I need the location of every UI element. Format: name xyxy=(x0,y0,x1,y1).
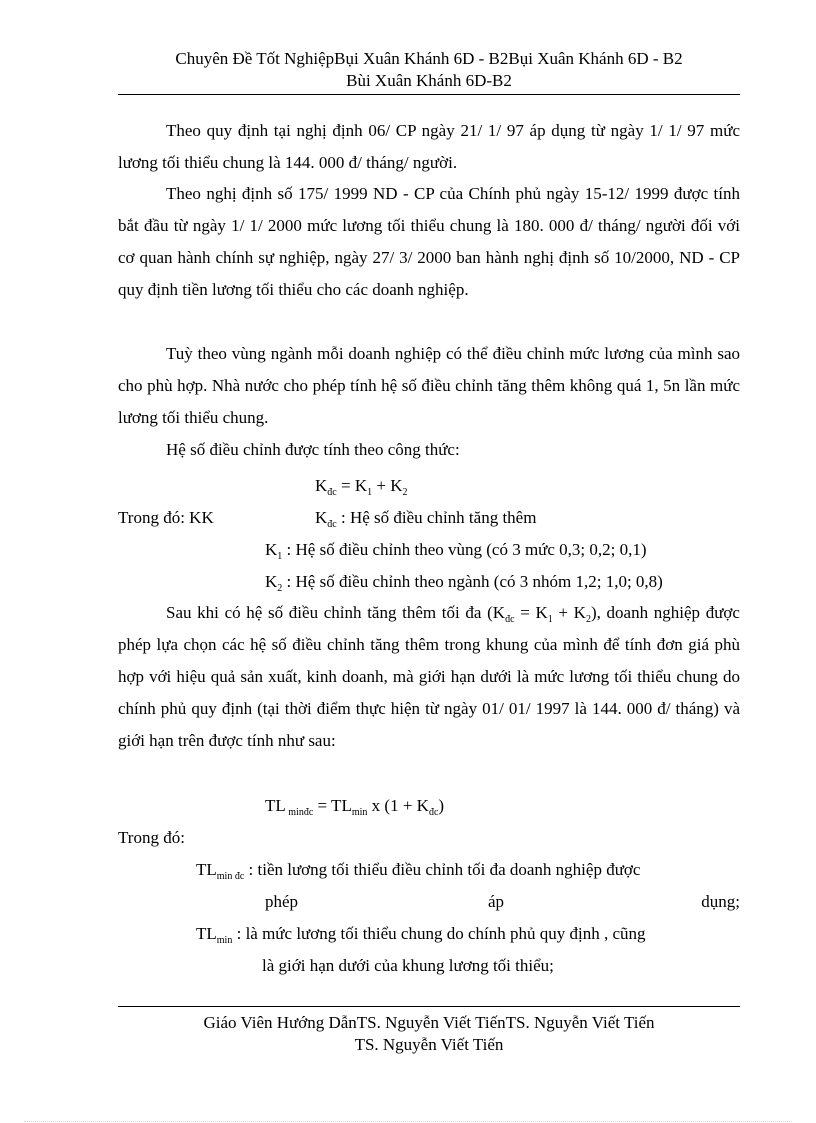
definition-tlmin: $TL_{min}$ : là mức lương tối thiểu chung do chính phủ quy định , cũng xyxy=(196,924,646,946)
header-author: Bùi Xuân Khánh 6D-B2 xyxy=(346,71,512,90)
definition-k2: $K_2$ : Hệ số điều chỉnh theo ngành (có 3 nhóm 1,2; 1,0; 0,8) xyxy=(265,572,663,594)
definition-tlmindc-word-1: phép xyxy=(265,892,299,911)
formula-tlmindc: TL $_{minđc} = TL_{min}$ x $(1 + K_{đc})$ xyxy=(265,796,445,818)
definition-tlmin-continued: là giới hạn dưới của khung lương tối thiểu; xyxy=(262,956,554,975)
paragraph-4: Hệ số điều chỉnh được tính theo công thức: xyxy=(166,440,460,459)
where-label-2: Trong đó: xyxy=(118,828,185,847)
page-bottom-dotted-border xyxy=(24,1121,792,1122)
header-title: Chuyên Đề Tốt NghiệpBụi Xuân Khánh 6D - B2Bụi Xuân Khánh 6D - B2 xyxy=(175,49,683,68)
paragraph-1: Theo quy định tại nghị định 06/ CP ngày 21/ 1/ 97 áp dụng từ ngày 1/ 1/ 97 mức lương tối thiểu chung là 144. 000 đ/ tháng/ người. xyxy=(118,121,740,172)
page-header xyxy=(118,48,740,92)
definition-tlmindc-word-3: dụng; xyxy=(701,892,740,911)
definition-tlmindc: $TL_{min đc}$ : tiền lương tối thiểu điều chỉnh tối đa doanh nghiệp được xyxy=(196,860,641,882)
footer-supervisor-name: TS. Nguyễn Viết Tiến xyxy=(354,1035,504,1054)
paragraph-2: Theo nghị định số 175/ 1999 ND - CP của Chính phủ ngày 15-12/ 1999 được tính bắt đầu từ ngày 1/ 1/ 2000 mức lương tối thiểu chung là 180. 000 đ/ tháng/ người đối với cơ quan hành chính sự nghiệp, ngày 27/ 3/ 2000 ban hành nghị định số 10/2000, ND - CP quy định tiền lương tối thiểu cho các doanh nghiệp. xyxy=(118,184,740,299)
definition-kdc: $K_{đc}$ : Hệ số điều chỉnh tăng thêm xyxy=(315,508,537,530)
definition-tlmindc-word-2: áp xyxy=(488,892,505,911)
where-label-1: Trong đó: KK xyxy=(118,508,214,527)
footer-supervisor: Giáo Viên Hướng DẫnTS. Nguyễn Viết TiếnTS. Nguyễn Viết Tiến xyxy=(203,1013,655,1032)
page-footer xyxy=(118,1012,740,1056)
formula-kdc: $K_{đc} = K_1 + K_2$ xyxy=(315,476,408,498)
footer-divider xyxy=(118,1006,740,1007)
header-divider xyxy=(118,94,740,95)
paragraph-5: Sau khi có hệ số điều chỉnh tăng thêm tối đa $(K_{đc} = K_1 + K_2)$, doanh nghiệp được phép lựa chọn các hệ số điều chỉnh tăng thêm trong khung của mình để tính đơn giá phù hợp với hiệu quả sản xuất, kinh doanh, mà giới hạn dưới là mức lương tối thiểu chung do chính phủ quy định (tại thời điểm thực hiện từ ngày 01/ 01/ 1997 là 144. 000 đ/ tháng) và giới hạn trên được tính như sau: xyxy=(118,603,740,750)
definition-k1: $K_1$ : Hệ số điều chỉnh theo vùng (có 3 mức 0,3; 0,2; 0,1) xyxy=(265,540,647,562)
paragraph-3: Tuỳ theo vùng ngành mỗi doanh nghiệp có thể điều chỉnh mức lương của mình sao cho phù hợp. Nhà nước cho phép tính hệ số điều chỉnh tăng thêm không quá 1, 5n lần mức lương tối thiểu chung. xyxy=(118,344,740,427)
